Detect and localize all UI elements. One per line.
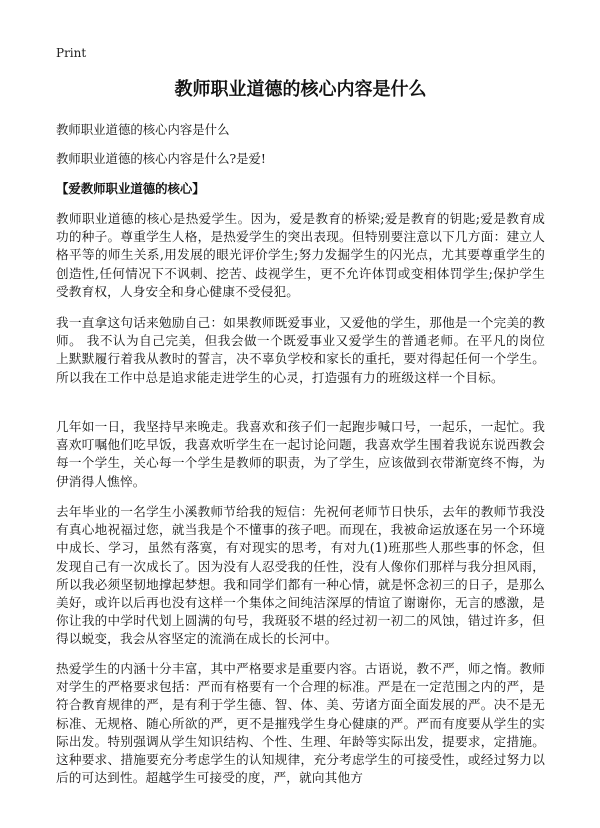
- paragraph-1: 教师职业道德的核心是热爱学生。因为，爱是教育的桥梁;爱是教育的钥匙;爱是教育成功的种子。尊重学生人格，是热爱学生的突出表现。但特别要注意以下几方面：建立人格平等的师生关系,用发展的眼光评价学生;努力发掘学生的闪光点，尤其要尊重学生的创造性,任何情况下不讽刺、挖苦、歧视学生，更不允许体罚或变相体罚学生;保护学生受教育权，人身安全和身心健康不受侵犯。: [56, 211, 545, 299]
- paragraph-5: 热爱学生的内涵十分丰富，其中严格要求是重要内容。古语说，教不严，师之惰。教师对学生的严格要求包括：严而有格要有一个合理的标准。严是在一定范围之内的严，是符合教育规律的严，是有利于学生德、智、体、美、劳诸方面全面发展的严。决不是无标准、无规格、随心所欲的严，更不是摧残学生身心健康的严。严而有度要从学生的实际出发。特别强调从学生知识结构、个性、生理、年龄等实际出发，提要求，定措施。这种要求、措施要充分考虑学生的认知规律，充分考虑学生的可接受性，或经过努力以后的可达到性。超越学生可接受的度，严，就向其他方: [56, 661, 545, 786]
- intro-line-2: 教师职业道德的核心内容是什么?是爱!: [56, 151, 266, 166]
- print-label[interactable]: Print: [56, 46, 87, 60]
- intro-line-1: 教师职业道德的核心内容是什么: [56, 122, 230, 137]
- paragraph-3: 几年如一日，我坚持早来晚走。我喜欢和孩子们一起跑步喊口号，一起乐，一起忙。我喜欢叮嘱他们吃早饭，我喜欢听学生在一起讨论问题，我喜欢学生围着我说东说西教会每一个学生，关心每一个学生是教师的职责，为了学生，应该做到衣带渐宽终不悔，为伊消得人憔悴。: [56, 419, 545, 489]
- paragraph-4: 去年毕业的一名学生小溪教师节给我的短信：先祝何老师节日快乐，去年的教师节我没有真心地祝福过您，就当我是个不懂事的孩子吧。而现在，我被命运放逐在另一个环境中成长、学习，虽然有落寞，有对现实的思考，有对九(1)班那些人那些事的怀念，但发现自己有一次成长了。因为没有人忍受我的任性，没有人像你们那样与我分担风雨，所以我必须坚韧地撑起梦想。我和同学们都有一种心情，就是怀念初三的日子，是那么美好，或许以后再也没有这样一个集体之间纯洁深厚的情谊了谢谢你，无言的感激，是你让我的中学时代划上圆满的句号，我斑驳不堪的经过初一初二的风蚀，错过许多，但得以蜕变，我会从容坚定的流淌在成长的长河中。: [56, 504, 545, 647]
- section-heading: 【爱教师职业道德的核心】: [56, 181, 205, 196]
- page-title: 教师职业道德的核心内容是什么: [174, 79, 427, 100]
- paragraph-2: 我一直拿这句话来勉励自己：如果教师既爱事业，又爱他的学生，那他是一个完美的教师。 我不认为自己完美，但我会做一个既爱事业又爱学生的普通老师。在平凡的岗位上默默履行着我从教时的誓言，决不辜负学校和家长的重托，要对得起任何一个学生。所以我在工作中总是追求能走进学生的心灵，打造强有力的班级这样一个目标。: [56, 315, 545, 385]
